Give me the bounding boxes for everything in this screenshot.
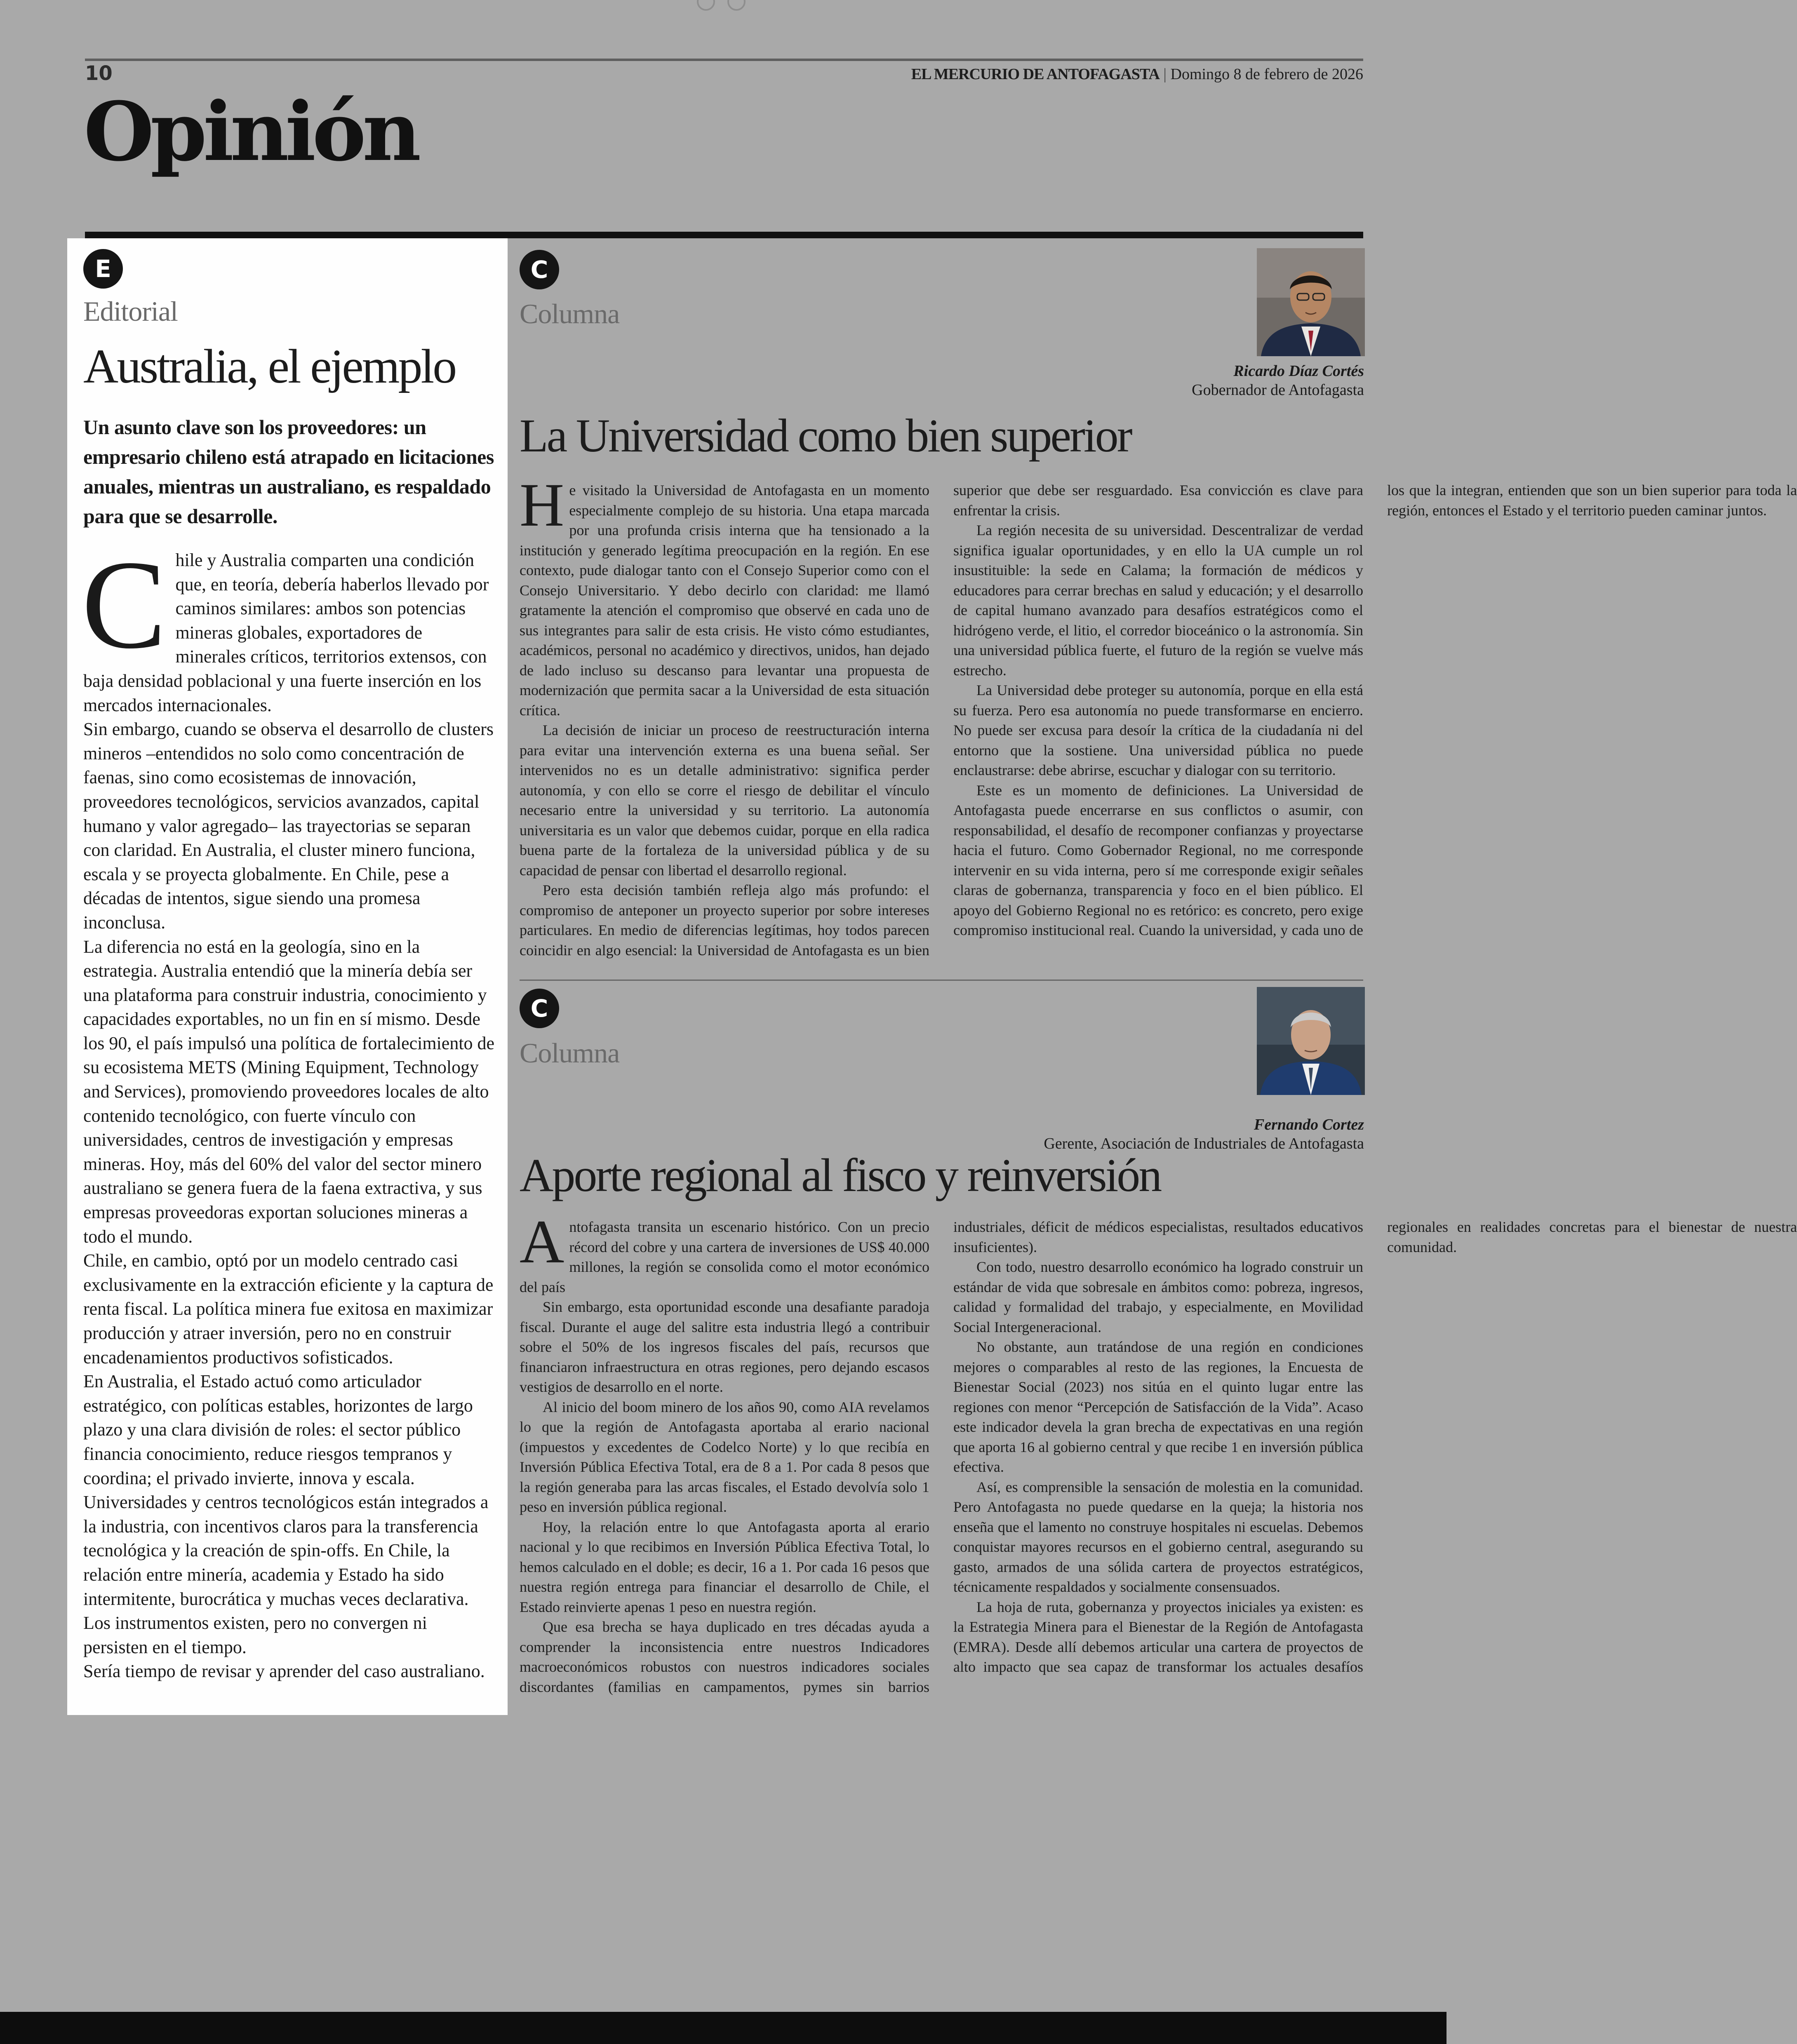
column1-badge: C xyxy=(520,250,559,289)
editorial-paragraph: Sin embargo, cuando se observa el desarrollo de clusters mineros –entendidos no solo como concentración de faenas, sino como ecosistemas de innovación, proveedores tecnológicos, servicios avanzados, capital humano y valor agregado– las trayectorias se separan con claridad. En Australia, el cluster minero funciona, escala y se proyecta globalmente. En Chile, pese a décadas de intentos, sigue siendo una promesa inconclusa. xyxy=(83,719,494,933)
column1-author-role: Gobernador de Antofagasta xyxy=(1192,381,1364,399)
editorial-paragraph: Chile, en cambio, optó por un modelo centrado casi exclusivamente en la extracción eficiente y la captura de renta fiscal. La política minera fue exitosa en maximizar producción y atraer inversión, pero no en construir encadenamientos productivos sofisticados. xyxy=(83,1250,494,1367)
editorial-paragraph: Sería tiempo de revisar y aprender del caso australiano. xyxy=(83,1661,485,1682)
column2-paragraph: La hoja de ruta, gobernanza y proyectos iniciales ya existen: es la Estrategia Minera para el Bienestar de la Región de Antofagasta (EMRA). Desde allí debemos articular una cartera de proyectos de alto impacto que sea capaz de transformar los actuales desafíos regionales en realidades concretas para el bienestar de nuestra comunidad. xyxy=(953,1219,1797,1675)
column2-author-name: Fernando Cortez xyxy=(1254,1116,1364,1133)
column2-paragraph: Con todo, nuestro desarrollo económico ha logrado construir un estándar de vida que sobresale en ámbitos como: pobreza, ingresos, calidad y formalidad del trabajo, y especialmente, en Movilidad Social Intergeneracional. xyxy=(953,1259,1363,1335)
column2-body xyxy=(520,1208,1797,1699)
column-divider xyxy=(520,980,1363,981)
column2-paragraph: Que esa brecha se haya duplicado en tres décadas ayuda a comprender la inconsistencia entre nuestros Indicadores macroeconómicos robustos con nuestros indicadores sociales discordantes (familias en campamentos, pymes sin barrios industriales, déficit de médicos especialistas, resultados educativos insuficientes). xyxy=(520,1219,1363,1695)
column1-paragraph: Pero esta decisión también refleja algo más profundo: el compromiso de anteponer un proyecto superior por sobre intereses particulares. En medio de diferencias legítimas, hoy todos parecen coincidir en algo esencial: la Universidad de Antofagasta es un bien superior que debe ser resguardado. Esa convicción es clave para enfrentar la crisis. xyxy=(520,482,1363,959)
masthead-separator: | xyxy=(1163,66,1167,83)
prev-page-icon[interactable] xyxy=(697,0,715,11)
column1-kicker: Columna xyxy=(520,298,620,329)
author-portrait-icon xyxy=(1257,987,1365,1095)
column1-author-photo xyxy=(1257,248,1365,356)
editorial-kicker: Editorial xyxy=(83,296,178,327)
next-page-icon[interactable] xyxy=(727,0,746,11)
column1-dropcap: H xyxy=(520,471,565,539)
page-number: 10 xyxy=(85,62,113,85)
column2-kicker: Columna xyxy=(520,1037,620,1069)
column2-dropcap: A xyxy=(520,1208,565,1276)
column1-paragraph: Este es un momento de definiciones. La Universidad de Antofagasta puede encerrarse en sus conflictos o asumir, con responsabilidad, el desafío de recomponer confianzas y proyectarse hacia el futuro. Como Gobernador Regional, no me corresponde intervenir en su vida interna, pero sí me corresponde exigir señales claras de gobernanza, transparencia y foco en el bien público. El apoyo del Gobierno Regional no es retórico: es concreto, pero exige compromiso institucional real. Cuando la universidad, y cada uno de los que la integran, entienden que son un bien superior para toda la región, entonces el Estado y el territorio pueden caminar juntos. xyxy=(953,482,1797,938)
column2-paragraph: Sin embargo, esta oportunidad esconde una desafiante paradoja fiscal. Durante el auge del salitre esta industria llegó a contribuir sobre el 50% de los ingresos fiscales del país, recursos que financiaron infraestructura en otras regiones, pero dejando escasos vestigios de desarrollo en el norte. xyxy=(520,1299,929,1395)
column2-badge: C xyxy=(520,989,559,1028)
page-nav-dots[interactable] xyxy=(697,0,746,12)
masthead xyxy=(911,65,1363,83)
editorial-paragraph: Chile y Australia comparten una condición que, en teoría, debería haberlos llevado por caminos similares: ambos son potencias mineras globales, exportadores de minerales críticos, territorios extensos, con baja densidad poblacional y una fuerte inserción en los mercados internacionales. xyxy=(82,534,489,715)
column2-paragraph: Hoy, la relación entre lo que Antofagasta aporta al erario nacional y lo que recibimos en Inversión Pública Efectiva Total, lo hemos calculado en el doble; es decir, 16 a 1. Por cada 16 pesos que nuestra región entrega para financiar el desarrollo de Chile, el Estado reinvierte apenas 1 peso en nuestra región. xyxy=(520,1518,929,1615)
column1-title: La Universidad como bien superior xyxy=(520,409,1131,462)
author-portrait-icon xyxy=(1257,248,1365,356)
editorial-paragraph: La diferencia no está en la geología, sino en la estrategia. Australia entendió que la minería debía ser una plataforma para construir industria, conocimiento y capacidades exportables, no un fin en sí mismo. Desde los 90, el país impulsó una política de fortalecimiento de su ecosistema METS (Mining Equipment, Technology and Services), promoviendo proveedores locales de alto contenido tecnológico, con fuerte vínculo con universidades, centros de investigación y empresas mineras. Hoy, más del 60% del valor del sector minero australiano se genera fuera de la faena extractiva, y sus empresas proveedoras exportan soluciones mineras a todo el mundo. xyxy=(83,936,495,1247)
column1-author-name: Ricardo Díaz Cortés xyxy=(1233,362,1364,380)
viewer-bottom-bar xyxy=(0,2012,1447,2044)
top-rule xyxy=(85,59,1363,61)
column1-paragraph: La Universidad debe proteger su autonomía, porque en ella está su fuerza. Pero esa autonomía no puede transformarse en encierro. No puede ser excusa para desoír la crítica de la ciudadanía ni del entorno que la sostiene. Una universidad pública no puede enclaustrarse: debe abrirse, escuchar y dialogar con su territorio. xyxy=(953,682,1363,778)
editorial-title: Australia, el ejemplo xyxy=(83,339,456,393)
editorial-body xyxy=(82,534,495,1684)
column2-paragraph: Así, es comprensible la sensación de molestia en la comunidad. Pero Antofagasta no puede quedarse en la queja; la historia nos enseña que el lamento no construye hospitales ni escuelas. Debemos conquistar mayores recursos en el gobierno central, asegurando su gasto, armados de una sólida cartera de proyectos estratégicos, técnicamente respaldados y socialmente consensuados. xyxy=(953,1478,1363,1595)
paper-name: EL MERCURIO DE ANTOFAGASTA xyxy=(911,66,1160,83)
editorial-paragraph: En Australia, el Estado actuó como articulador estratégico, con políticas estables, horizontes de largo plazo y una clara división de roles: el sector público financia conocimiento, reduce riesgos tempranos y coordina; el privado invierte, innova y escala. Universidades y centros tecnológicos están integrados a la industria, con incentivos claros para la transferencia tecnológica y la creación de spin-offs. En Chile, la relación entre minería, academia y Estado ha sido intermitente, burocrática y muchas veces declarativa. Los instrumentos existen, pero no convergen ni persisten en el tiempo. xyxy=(83,1371,489,1657)
column1-paragraph: He visitado la Universidad de Antofagasta en un momento especialmente complejo de su historia. Una etapa marcada por una profunda crisis interna que ha tensionado a la institución y generado legítima preocupación en la región. En ese contexto, pude dialogar tanto con el Consejo Superior como con el Consejo Universitario. Y debo decirlo con claridad: me llamó gratamente la atención el compromiso que observé en cada uno de sus integrantes para salir de esta crisis. He visto cómo estudiantes, académicos, personal no académico y directivos, unidos, han dejado de lado incluso su descanso para levantar una propuesta de modernización que permita sacar a la Universidad de esta situación crítica. xyxy=(520,471,929,719)
column2-author-photo xyxy=(1257,987,1365,1095)
editorial-badge: E xyxy=(83,249,123,289)
column2-author-role: Gerente, Asociación de Industriales de Antofagasta xyxy=(1044,1135,1364,1152)
column1-paragraph: La región necesita de su universidad. Descentralizar de verdad significa igualar oportunidades, y en ello la UA cumple un rol insustituible: la sede en Calama; la formación de médicos y educadores para cerrar brechas en salud y educación; y el desarrollo de capital humano avanzado para desafíos estratégicos como el hidrógeno verde, el litio, el corredor bioceánico o la astronomía. Sin una universidad pública fuerte, el futuro de la región se vuelve más estrecho. xyxy=(953,522,1363,679)
section-rule xyxy=(85,232,1363,238)
column2-paragraph: No obstante, aun tratándose de una región en condiciones mejores o comparables al resto de las regiones, la Encuesta de Bienestar Social (2023) nos sitúa en el quinto lugar entre las regiones con menor “Percepción de Satisfacción de la Vida”. Acaso este indicador devela la gran brecha de expectativas en una región que aporta 16 al gobierno central y que recibe 1 en inversión pública efectiva. xyxy=(953,1339,1363,1475)
editorial-dropcap: C xyxy=(82,534,167,675)
editorial-lead: Un asunto clave son los proveedores: un empresario chileno está atrapado en licitaciones anuales, mientras un australiano, es respaldado para que se desarrolle. xyxy=(83,416,494,528)
column2-paragraph: Al inicio del boom minero de los años 90, como AIA revelamos lo que la región de Antofagasta aportaba al erario nacional (impuestos y excedentes de Codelco Norte) y lo que recibía en Inversión Pública Efectiva Total, era de 8 a 1. Por cada 8 pesos que la región generaba para las arcas fiscales, el Estado devolvía solo 1 peso en inversión pública regional. xyxy=(520,1398,929,1515)
issue-date: Domingo 8 de febrero de 2026 xyxy=(1170,66,1363,83)
section-title: Opinión xyxy=(84,85,418,179)
column2-paragraph: Antofagasta transita un escenario histórico. Con un precio récord del cobre y una cartera de inversiones de US$ 40.000 millones, la región se consolida como el motor económico del país xyxy=(520,1208,929,1295)
column2-title: Aporte regional al fisco y reinversión xyxy=(520,1149,1161,1201)
column1-paragraph: La decisión de iniciar un proceso de reestructuración interna para evitar una intervención externa es una buena señal. Ser intervenidos no es un detalle administrativo: significa perder autonomía, y con ello se corre el riesgo de debilitar el vínculo necesario entre la universidad y su territorio. La autonomía universitaria es un valor que debemos cuidar, porque en ella radica buena parte de la fortaleza de la universidad pública y de su capacidad de pensar con libertad el desarrollo regional. xyxy=(520,722,929,879)
column1-body xyxy=(520,471,1797,977)
